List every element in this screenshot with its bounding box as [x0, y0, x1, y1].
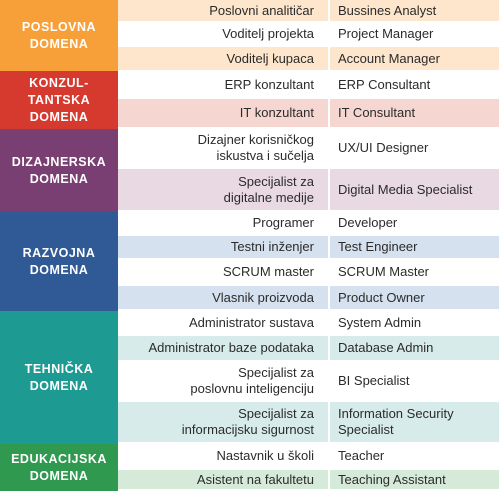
role-croatian-text: IT konzultant [239, 105, 314, 120]
role-croatian [118, 47, 328, 70]
role-english [330, 362, 499, 400]
domain-label: KONZUL- TANTSKA DOMENA [27, 75, 91, 124]
role-croatian [118, 72, 328, 97]
role-english [330, 444, 499, 468]
role-row [118, 169, 499, 212]
role-english-text: Project Manager [338, 26, 434, 41]
role-row [118, 23, 499, 47]
role-croatian [118, 402, 328, 442]
role-row [118, 72, 499, 99]
role-croatian [118, 169, 328, 210]
role-english-text: BI Specialist [338, 373, 410, 388]
role-english-text: Test Engineer [338, 239, 418, 254]
role-english [330, 260, 499, 284]
role-croatian-text: ERP konzultant [224, 76, 314, 92]
role-croatian-text: Specijalist za poslovnu inteligenciju [190, 365, 314, 396]
role-english [330, 311, 499, 334]
role-english-text: Digital Media Specialist [338, 181, 473, 197]
domain-label: RAZVOJNA DOMENA [22, 245, 96, 277]
role-english-text: Account Manager [338, 50, 440, 66]
role-row [118, 362, 499, 402]
role-croatian [118, 99, 328, 127]
role-row [118, 212, 499, 236]
role-croatian [118, 212, 328, 234]
role-english-text: Developer [338, 215, 398, 230]
role-croatian-text: Asistent na fakultetu [196, 471, 314, 487]
role-english [330, 23, 499, 45]
role-row [118, 99, 499, 129]
domain-label: DIZAJNERSKA DOMENA [11, 154, 107, 186]
role-croatian-text: Poslovni analitičar [209, 2, 314, 18]
role-row [118, 470, 499, 491]
role-croatian [118, 0, 328, 21]
role-english-text: UX/UI Designer [338, 140, 429, 155]
domain-dizajnerska [0, 129, 118, 212]
role-croatian-text: Dizajner korisničkog iskustva i sučelja [197, 132, 314, 163]
role-croatian [118, 286, 328, 309]
role-row [118, 311, 499, 336]
role-english-text: Teaching Assistant [338, 471, 446, 487]
role-croatian [118, 470, 328, 489]
role-row [118, 402, 499, 444]
role-english-text: Database Admin [338, 340, 434, 355]
role-english-text: Teacher [338, 448, 385, 463]
role-english-text: System Admin [338, 314, 422, 330]
role-english [330, 129, 499, 167]
role-english-text: Information Security Specialist [338, 406, 454, 437]
role-croatian-text: Vlasnik proizvoda [212, 289, 314, 305]
role-row [118, 444, 499, 470]
domain-label: POSLOVNA DOMENA [21, 19, 97, 51]
role-english [330, 236, 499, 258]
role-croatian-text: Administrator baze podataka [148, 340, 314, 355]
role-english [330, 72, 499, 97]
role-croatian [118, 336, 328, 360]
role-croatian-text: Administrator sustava [189, 314, 314, 330]
role-row [118, 260, 499, 286]
domain-label: TEHNIČKA DOMENA [24, 361, 94, 393]
role-croatian [118, 129, 328, 167]
role-row [118, 236, 499, 260]
role-row [118, 336, 499, 362]
role-english-text: ERP Consultant [338, 76, 431, 92]
role-english [330, 336, 499, 360]
role-croatian [118, 362, 328, 400]
domain-edukacijska [0, 444, 118, 491]
role-croatian-text: SCRUM master [222, 264, 314, 279]
domain-label: EDUKACIJSKA DOMENA [11, 451, 107, 483]
role-row [118, 129, 499, 169]
role-english [330, 470, 499, 489]
role-row [118, 286, 499, 311]
role-english [330, 212, 499, 234]
role-croatian-text: Voditelj kupaca [226, 50, 314, 66]
role-croatian-text: Nastavnik u školi [216, 448, 314, 463]
role-row [118, 0, 499, 23]
role-english-text: Product Owner [338, 289, 425, 305]
role-croatian-text: Specijalist za informacijsku sigurnost [181, 406, 314, 437]
role-croatian [118, 236, 328, 258]
role-croatian [118, 260, 328, 284]
domain-konzultantska [0, 71, 118, 129]
role-row [118, 47, 499, 72]
role-croatian-text: Testni inženjer [230, 239, 314, 254]
role-croatian-text: Voditelj projekta [222, 26, 314, 41]
role-croatian-text: Specijalist za digitalne medije [223, 173, 314, 205]
role-croatian [118, 311, 328, 334]
role-croatian-text: Programer [252, 215, 314, 230]
role-croatian [118, 444, 328, 468]
domain-poslovna [0, 0, 118, 71]
role-english-text: Bussines Analyst [338, 2, 437, 18]
domain-tehnicka [0, 311, 118, 444]
role-english [330, 286, 499, 309]
role-english-text: SCRUM Master [338, 264, 430, 279]
role-english-text: IT Consultant [338, 105, 416, 120]
role-english [330, 169, 499, 210]
domain-razvojna [0, 212, 118, 311]
role-english [330, 402, 499, 442]
role-english [330, 47, 499, 70]
role-english [330, 0, 499, 21]
role-english [330, 99, 499, 127]
role-croatian [118, 23, 328, 45]
